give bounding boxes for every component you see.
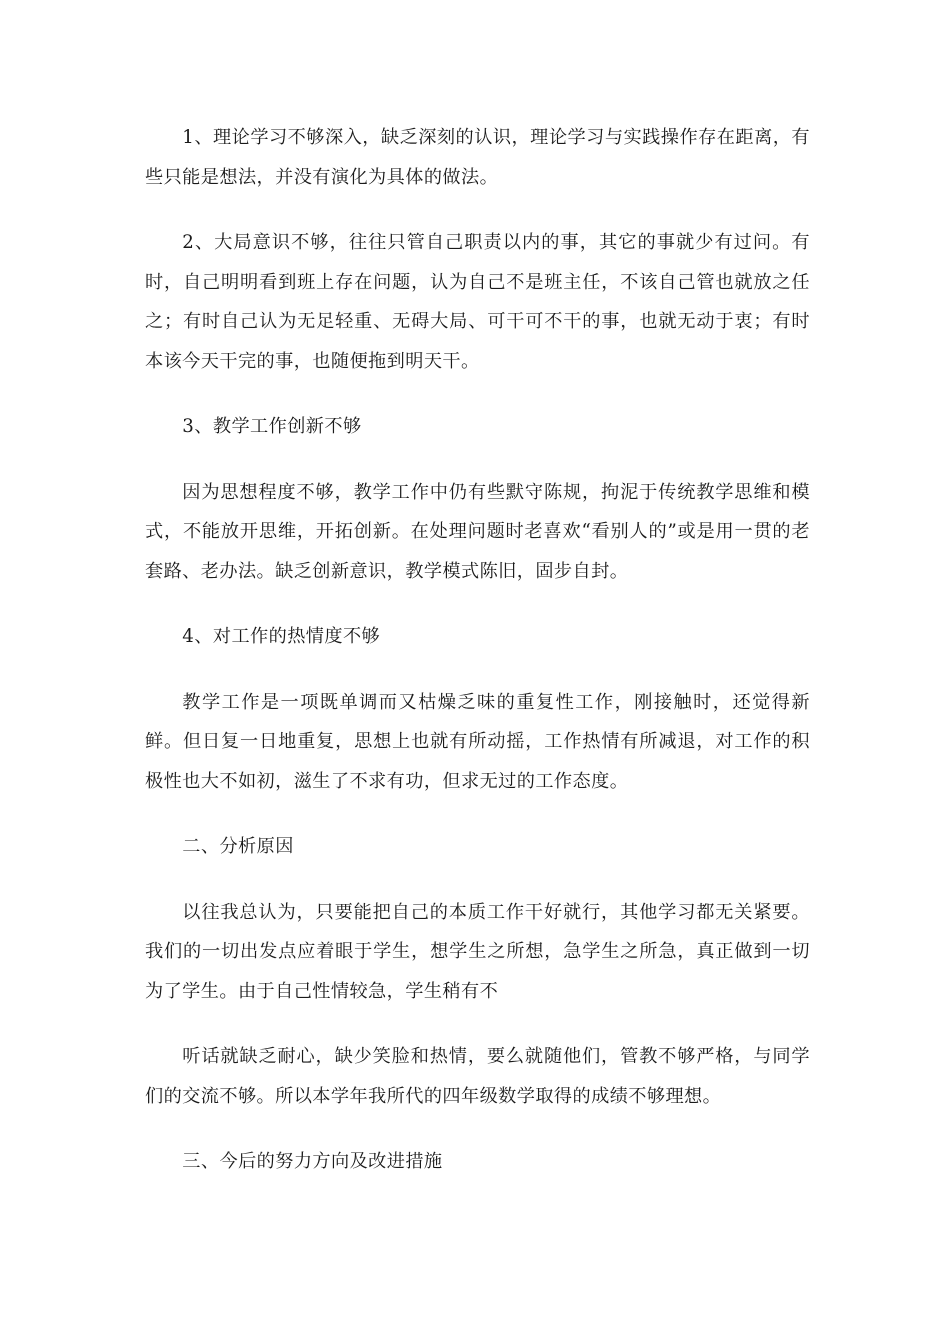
- paragraph-4: 教学工作是一项既单调而又枯燥乏味的重复性工作，刚接触时，还觉得新鲜。但日复一日地重复，思想上也就有所动摇，工作热情有所减退，对工作的积极性也大不如初，滋生了不求有功，但求无过的工作态度。: [145, 691, 810, 792]
- paragraph-5: 以往我总认为，只要能把自己的本质工作干好就行，其他学习都无关紧要。我们的一切出发点应着眼于学生，想学生之所想，急学生之所急，真正做到一切为了学生。由于自己性情较急，学生稍有不: [145, 901, 810, 1002]
- paragraph-3: 因为思想程度不够，教学工作中仍有些默守陈规，拘泥于传统教学思维和模式，不能放开思维，开拓创新。在处理问题时老喜欢“看别人的”或是用一贯的老套路、老办法。缺乏创新意识，教学模式陈旧，固步自封。: [145, 481, 810, 582]
- section-heading-3: 3、教学工作创新不够: [182, 416, 362, 437]
- document-body: [145, 118, 810, 1208]
- section-heading-analysis: 二、分析原因: [182, 836, 294, 857]
- section-heading-improvement: 三、今后的努力方向及改进措施: [182, 1151, 443, 1172]
- paragraph-6: 听话就缺乏耐心，缺少笑脸和热情，要么就随他们，管教不够严格，与同学们的交流不够。所以本学年我所代的四年级数学取得的成绩不够理想。: [145, 1046, 810, 1107]
- section-heading-4: 4、对工作的热情度不够: [182, 626, 381, 647]
- paragraph-1: 1、理论学习不够深入，缺乏深刻的认识，理论学习与实践操作存在距离，有些只能是想法，并没有演化为具体的做法。: [145, 127, 810, 188]
- paragraph-2: 2、大局意识不够，往往只管自己职责以内的事，其它的事就少有过问。有时，自己明明看到班上存在问题，认为自己不是班主任，不该自己管也就放之任之；有时自己认为无足轻重、无碍大局、可干可不干的事，也就无动于衷；有时本该今天干完的事，也随便拖到明天干。: [145, 232, 810, 372]
